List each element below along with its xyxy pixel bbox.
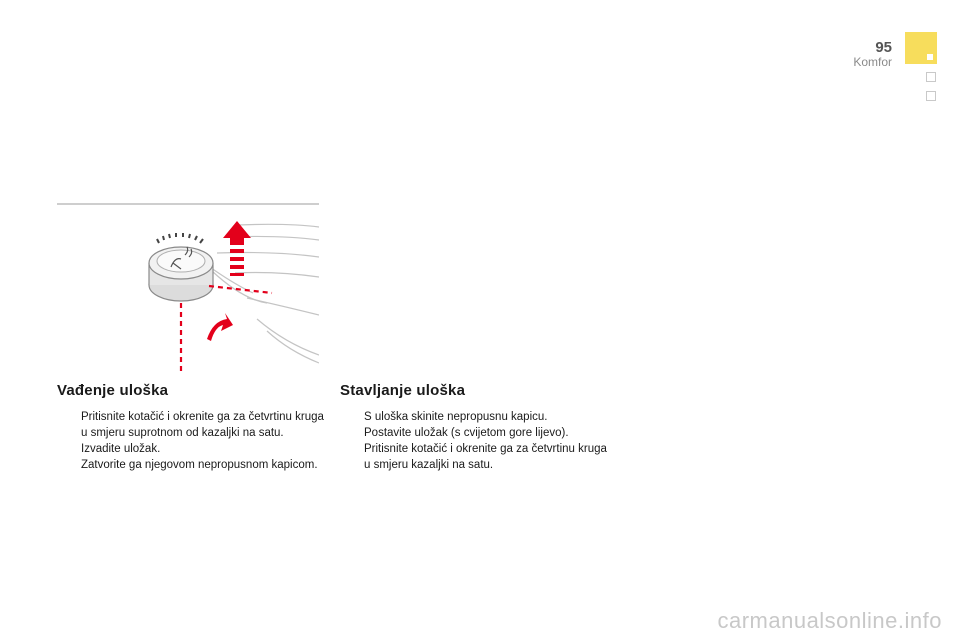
air-freshener-dial-icon xyxy=(57,203,319,373)
push-arrow xyxy=(223,221,251,276)
chapter-tab-square-1 xyxy=(926,72,936,82)
list-item: S uloška skinite nepropusnu kapicu. xyxy=(364,411,548,423)
insertion-list xyxy=(340,409,608,473)
page-number: 95 xyxy=(875,39,892,56)
removal-section xyxy=(57,382,325,473)
list-item: Postavite uložak (s cvijetom gore lijevo). xyxy=(364,427,569,439)
removal-list xyxy=(57,409,325,473)
removal-heading: Vađenje uloška xyxy=(57,382,169,399)
list-item: Zatvorite ga njegovom nepropusnom kapicom. xyxy=(81,459,318,471)
section-title: Komfor xyxy=(853,55,892,69)
watermark: carmanualsonline.info xyxy=(717,608,942,633)
list-item: Izvadite uložak. xyxy=(81,443,161,455)
list-item: Pritisnite kotačić i okrenite ga za četvrtinu kruga u smjeru kazaljki na satu. xyxy=(364,443,607,471)
list-item: Pritisnite kotačić i okrenite ga za četvrtinu kruga u smjeru suprotnom od kazaljki na satu. xyxy=(81,411,324,439)
insertion-section xyxy=(340,382,608,473)
chapter-tab-square-2 xyxy=(926,91,936,101)
chapter-tab-active xyxy=(905,32,937,64)
insertion-heading: Stavljanje uloška xyxy=(340,382,466,399)
rotate-arrow xyxy=(207,313,233,341)
dial xyxy=(149,233,213,301)
tab-marker xyxy=(927,54,933,60)
